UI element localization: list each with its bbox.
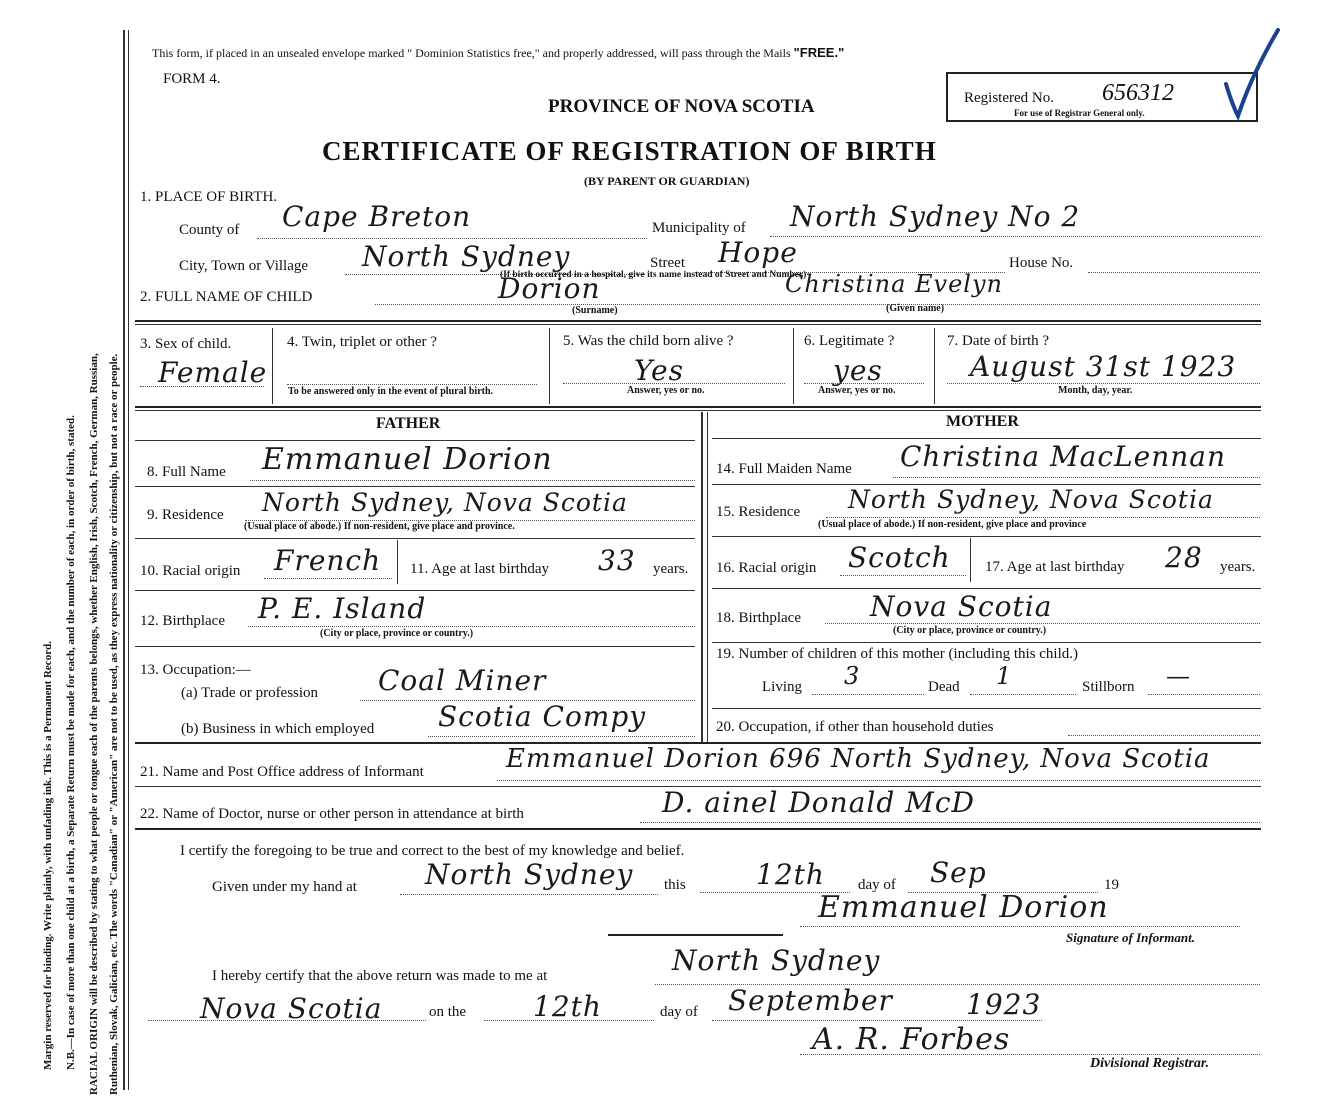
mother-years-label: years. bbox=[1220, 559, 1256, 575]
twin-label: 4. Twin, triplet or other ? bbox=[287, 334, 437, 350]
father-age-label: 11. Age at last birthday bbox=[410, 561, 549, 577]
stillborn-value: — bbox=[1166, 662, 1191, 690]
form-number: FORM 4. bbox=[163, 71, 221, 87]
father-occupation-label: 13. Occupation:— bbox=[140, 662, 251, 678]
mother-birthplace-value: Nova Scotia bbox=[870, 590, 1053, 623]
county-label: County of bbox=[179, 222, 240, 238]
registrar-place-1: North Sydney bbox=[672, 944, 881, 977]
margin-rule-inner bbox=[128, 30, 129, 1090]
child-surname: Dorion bbox=[498, 272, 601, 305]
mother-racial-label: 16. Racial origin bbox=[716, 560, 817, 576]
father-trade-label: (a) Trade or profession bbox=[181, 685, 319, 701]
certify-statement: I certify the foregoing to be true and correct to the best of my knowledge and belief. bbox=[180, 843, 685, 859]
father-residence-note: (Usual place of abode.) If non-resident, give place and province. bbox=[244, 521, 515, 532]
mother-residence-note: (Usual place of abode.) If non-resident, give place and province bbox=[818, 519, 1087, 530]
mother-birthplace-label: 18. Birthplace bbox=[716, 610, 801, 626]
born-alive-value: Yes bbox=[634, 354, 684, 387]
father-residence-label: 9. Residence bbox=[147, 507, 224, 523]
father-birthplace-note: (City or place, province or country.) bbox=[320, 628, 474, 639]
registrar-day-value: 12th bbox=[533, 990, 602, 1023]
child-name-label: 2. FULL NAME OF CHILD bbox=[140, 289, 313, 305]
registered-label: Registered No. bbox=[964, 90, 1054, 106]
father-business-value: Scotia Compy bbox=[438, 700, 647, 733]
registrar-signature: A. R. Forbes bbox=[812, 1022, 1011, 1057]
born-alive-label: 5. Was the child born alive ? bbox=[563, 333, 734, 349]
father-racial-label: 10. Racial origin bbox=[140, 563, 241, 579]
this-label: this bbox=[664, 877, 686, 893]
born-alive-note: Answer, yes or no. bbox=[627, 385, 705, 396]
mother-residence-value: North Sydney, Nova Scotia bbox=[848, 485, 1214, 514]
mother-name-label: 14. Full Maiden Name bbox=[716, 461, 852, 477]
legitimate-note: Answer, yes or no. bbox=[818, 385, 896, 396]
surname-note: (Surname) bbox=[572, 305, 618, 316]
mother-heading: MOTHER bbox=[946, 413, 1019, 430]
margin-rule bbox=[123, 30, 125, 1090]
given-name-note: (Given name) bbox=[886, 303, 945, 314]
father-age-value: 33 bbox=[598, 544, 636, 577]
registered-number: 656312 bbox=[1102, 80, 1174, 106]
registrar-year-value: 1923 bbox=[966, 988, 1042, 1021]
mother-age-label: 17. Age at last birthday bbox=[985, 559, 1125, 575]
informant-label: 21. Name and Post Office address of Informant bbox=[140, 764, 424, 780]
legitimate-label: 6. Legitimate ? bbox=[804, 333, 895, 349]
on-the-label: on the bbox=[429, 1004, 467, 1020]
mother-age-value: 28 bbox=[1165, 541, 1203, 574]
doctor-value: D. ainel Donald McD bbox=[662, 786, 975, 819]
margin-note-racial-origin: RACIAL ORIGIN will be described by stating to what people or tongue each of the parents belongs, whether English, Irish, Scotch, French, German, Russian, bbox=[88, 353, 100, 1095]
city-town-label: City, Town or Village bbox=[179, 258, 309, 274]
twin-note: To be answered only in the event of plural birth. bbox=[288, 386, 494, 397]
hospital-note: (If birth occurred in a hospital, give its name instead of Street and Number) bbox=[500, 270, 807, 280]
child-given-name: Christina Evelyn bbox=[785, 270, 1003, 298]
given-place-value: North Sydney bbox=[425, 858, 634, 891]
mother-name-value: Christina MacLennan bbox=[900, 440, 1227, 473]
margin-note-racial-origin-2: Ruthenian, Slovak, Galician, etc. The words "Canadian" or "American" are not to be used, as they express nationality or citizenship, but not a race or people. bbox=[108, 353, 120, 1095]
father-racial-value: French bbox=[274, 544, 382, 577]
sex-label: 3. Sex of child. bbox=[140, 336, 232, 352]
margin-note-binding: Margin reserved for binding. Write plainly, with unfading ink. This is a Permanent Record. bbox=[42, 641, 54, 1070]
informant-value: Emmanuel Dorion 696 North Sydney, Nova Scotia bbox=[506, 744, 1211, 774]
stillborn-label: Stillborn bbox=[1082, 679, 1135, 695]
municipality-label: Municipality of bbox=[652, 220, 746, 236]
father-business-label: (b) Business in which employed bbox=[181, 721, 375, 737]
registrar-day-of-label: day of bbox=[660, 1004, 698, 1020]
given-under-label: Given under my hand at bbox=[212, 879, 357, 895]
certificate-subtitle: (BY PARENT OR GUARDIAN) bbox=[584, 174, 750, 188]
registrar-place-2: Nova Scotia bbox=[200, 992, 383, 1025]
living-value: 3 bbox=[844, 662, 861, 690]
registrar-month-value: September bbox=[728, 984, 893, 1017]
divisional-registrar-label: Divisional Registrar. bbox=[1090, 1056, 1210, 1071]
father-name-label: 8. Full Name bbox=[147, 464, 226, 480]
sex-value: Female bbox=[158, 356, 268, 389]
registered-note: For use of Registrar General only. bbox=[1014, 108, 1145, 118]
year-prefix: 19 bbox=[1104, 877, 1119, 893]
registrar-statement: I hereby certify that the above return was made to me at bbox=[212, 968, 548, 984]
father-trade-value: Coal Miner bbox=[378, 664, 547, 697]
day-of-label: day of bbox=[858, 877, 896, 893]
legitimate-value: yes bbox=[833, 354, 883, 387]
city-value: North Sydney bbox=[362, 240, 571, 273]
street-value: Hope bbox=[718, 236, 798, 269]
children-count-label: 19. Number of children of this mother (including this child.) bbox=[716, 646, 1079, 662]
father-birthplace-value: P. E. Island bbox=[258, 592, 427, 625]
mother-occupation-label: 20. Occupation, if other than household duties bbox=[716, 719, 994, 735]
date-of-birth-note: Month, day, year. bbox=[1058, 385, 1133, 396]
mother-racial-value: Scotch bbox=[848, 541, 951, 574]
margin-note-multiple-births: N.B.—In case of more than one child at a birth, a Separate Return must be made for each, and the number of each, in order of birth, stated. bbox=[65, 415, 77, 1070]
date-of-birth-label: 7. Date of birth ? bbox=[947, 333, 1050, 349]
certificate-title: CERTIFICATE OF REGISTRATION OF BIRTH bbox=[322, 136, 937, 166]
place-of-birth-label: 1. PLACE OF BIRTH. bbox=[140, 189, 278, 205]
house-number-label: House No. bbox=[1009, 255, 1074, 271]
county-value: Cape Breton bbox=[282, 200, 472, 233]
given-day-value: 12th bbox=[756, 858, 825, 891]
father-years-label: years. bbox=[653, 561, 689, 577]
dead-label: Dead bbox=[928, 679, 960, 695]
check-mark-icon bbox=[1222, 24, 1284, 124]
street-label: Street bbox=[650, 255, 685, 271]
father-birthplace-label: 12. Birthplace bbox=[140, 613, 225, 629]
doctor-label: 22. Name of Doctor, nurse or other person in attendance at birth bbox=[140, 806, 524, 822]
signature-of-informant-label: Signature of Informant. bbox=[1066, 930, 1195, 945]
given-month-value: Sep bbox=[930, 856, 987, 889]
father-heading: FATHER bbox=[376, 415, 441, 432]
living-label: Living bbox=[762, 679, 802, 695]
date-of-birth-value: August 31st 1923 bbox=[970, 350, 1237, 383]
mail-notice: This form, if placed in an unsealed envelope marked " Dominion Statistics free," and properly addressed, will pass through the Mails "FREE." bbox=[152, 45, 845, 60]
mother-birthplace-note: (City or place, province or country.) bbox=[893, 625, 1047, 636]
father-residence-value: North Sydney, Nova Scotia bbox=[262, 488, 628, 517]
municipality-value: North Sydney No 2 bbox=[790, 200, 1081, 233]
informant-signature: Emmanuel Dorion bbox=[818, 890, 1109, 925]
province-heading: PROVINCE OF NOVA SCOTIA bbox=[548, 96, 815, 117]
mother-residence-label: 15. Residence bbox=[716, 504, 801, 520]
father-name-value: Emmanuel Dorion bbox=[262, 442, 553, 477]
dead-value: 1 bbox=[996, 662, 1013, 690]
registration-box bbox=[946, 72, 1258, 122]
